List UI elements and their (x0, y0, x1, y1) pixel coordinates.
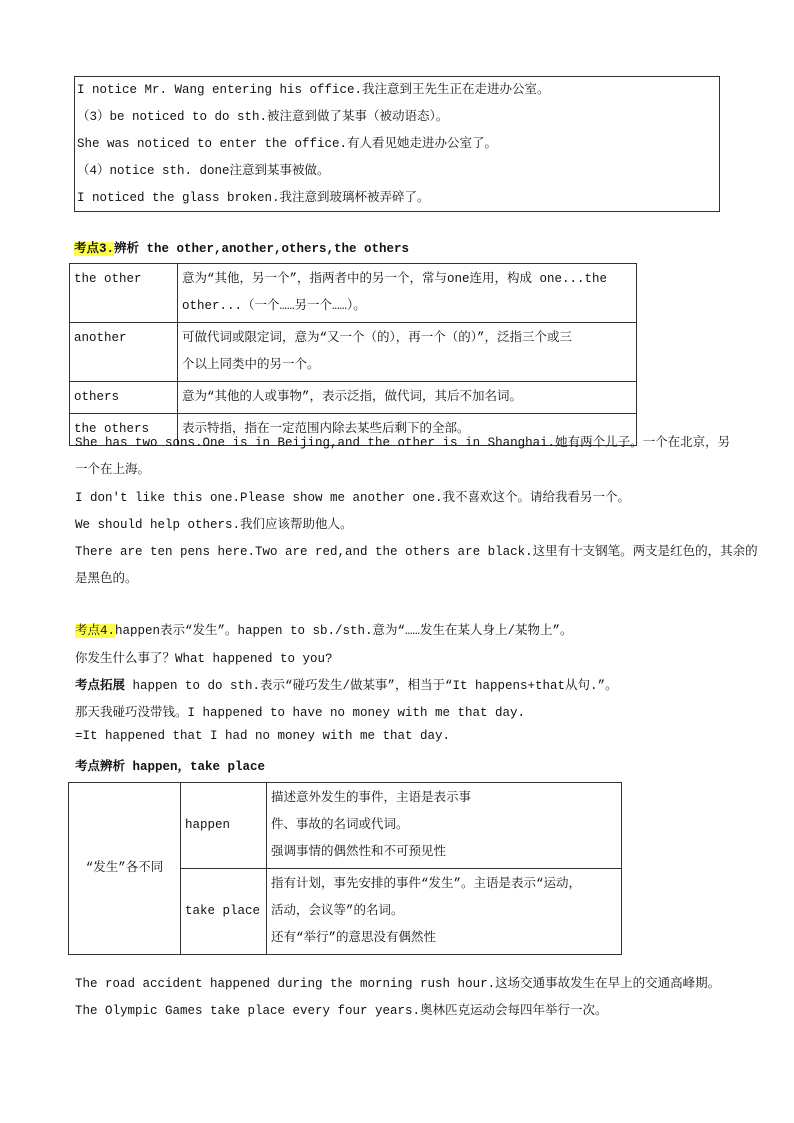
kp3-title: 辨析 the other,another,others,the others (114, 242, 410, 256)
group-cell: “发生”各不同 (69, 783, 181, 955)
example-line: 一个在上海。 (75, 463, 151, 477)
example-line: 是黑色的。 (75, 572, 138, 586)
box-line: （4）notice sth. done注意到某事被做。 (77, 164, 330, 178)
kp4-line: 你发生什么事了？What happened to you? (75, 652, 333, 666)
table-row (70, 264, 637, 323)
extension-text: happen to do sth.表示“碰巧发生/做某事”，相当于“It happens+that从句.”。 (125, 679, 618, 693)
term-cell: take place (181, 869, 267, 955)
box-line: （3）be noticed to do sth.被注意到做了某事（被动语态）。 (77, 110, 449, 124)
example-line: I don't like this one.Please show me another one.我不喜欢这个。请给我看另一个。 (75, 491, 631, 505)
term-cell: happen (181, 783, 267, 869)
example-line: The road accident happened during the morning rush hour.这场交通事故发生在早上的交通高峰期。 (75, 977, 721, 991)
desc-cell: 描述意外发生的事件，主语是表示事 件、事故的名词或代词。 强调事情的偶然性和不可预见性 (267, 783, 622, 869)
box-line: I notice Mr. Wang entering his office.我注意到王先生正在走进办公室。 (77, 83, 550, 97)
example-line: She has two sons.One is in Beijing,and the other is in Shanghai.她有两个儿子。一个在北京，另 (75, 436, 731, 450)
notice-usage-box (74, 76, 720, 212)
other-another-table (69, 263, 637, 446)
desc-cell: 表示特指，指在一定范围内除去某些后剩下的全部。 (178, 414, 637, 446)
kp3-tag: 考点3. (74, 242, 115, 256)
desc-cell: 指有计划，事先安排的事件“发生”。主语是表示“运动， 活动，会议等”的名词。 还有“举行”的意思没有偶然性 (267, 869, 622, 955)
happen-takeplace-table (68, 782, 622, 955)
box-line: She was noticed to enter the office.有人看见她走进办公室了。 (77, 137, 498, 151)
table-row (70, 323, 637, 382)
term-cell: the others (70, 414, 178, 446)
term-cell: another (70, 323, 178, 382)
example-line: There are ten pens here.Two are red,and the others are black.这里有十支钢笔。两支是红色的，其余的 (75, 545, 758, 559)
term-cell: others (70, 382, 178, 414)
example-line: The Olympic Games take place every four years.奥林匹克运动会每四年举行一次。 (75, 1004, 608, 1018)
kp4-line: =It happened that I had no money with me that day. (75, 729, 451, 743)
kp4-tag: 考点4. (75, 624, 116, 638)
box-line: I noticed the glass broken.我注意到玻璃杯被弄碎了。 (77, 191, 430, 205)
term-cell: the other (70, 264, 178, 323)
desc-cell: 意为“其他的人或事物”，表示泛指，做代词，其后不加名词。 (178, 382, 637, 414)
extension-label: 考点拓展 (75, 679, 126, 693)
kp3-heading (74, 238, 409, 256)
kp4-line: 那天我碰巧没带钱。I happened to have no money with me that day. (75, 706, 526, 720)
example-line: We should help others.我们应该帮助他人。 (75, 518, 353, 532)
table-row (69, 783, 622, 869)
kp4-extension (75, 675, 618, 693)
desc-cell: 意为“其他，另一个”，指两者中的另一个，常与one连用，构成 one...the other...（一个……另一个……）。 (178, 264, 637, 323)
kp4-text: happen表示“发生”。happen to sb./sth.意为“……发生在某人身上/某物上”。 (115, 624, 573, 638)
desc-cell: 可做代词或限定词，意为“又一个（的），再一个（的）”，泛指三个或三 个以上同类中的另一个。 (178, 323, 637, 382)
table-row (70, 382, 637, 414)
kp4-heading (75, 620, 573, 638)
diff-heading: 考点辨析 happen，take place (75, 760, 266, 774)
